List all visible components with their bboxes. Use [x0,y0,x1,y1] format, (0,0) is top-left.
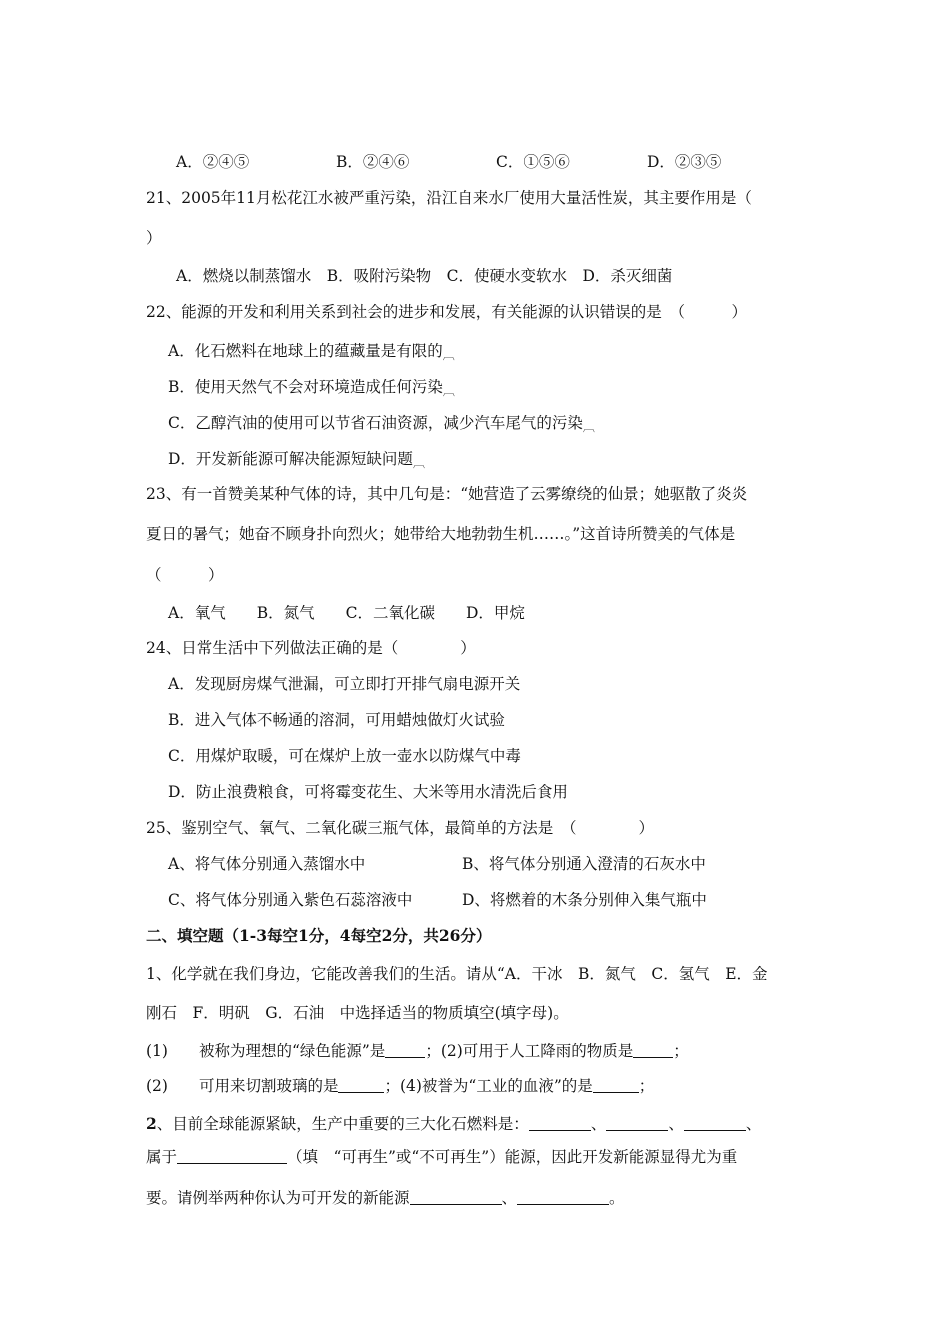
q24-option-d: D．防止浪费粮食，可将霉变花生、大米等用水清洗后食用 [168,783,568,801]
f1-line-2: 刚石 F．明矾 G．石油 中选择适当的物质填空(填字母)。 [146,1004,569,1022]
q23-line-1: 23、有一首赞美某种气体的诗，其中几句是：“她营造了云雾缭绕的仙景；她驱散了炎炎 [146,485,748,503]
q24-option-c: C．用煤炉取暖，可在煤炉上放一壶水以防煤气中毒 [168,747,521,765]
f1-q4-label: ；(4)被誉为“工业的血液”的是 [384,1077,593,1095]
q25-option-b: B、将气体分别通入澄清的石灰水中 [462,855,706,873]
f1-line-1: 1、化学就在我们身边，它能改善我们的生活。请从“A．干冰 B．氮气 C．氢气 E．金 [146,965,768,983]
f1-line-4 [146,1076,654,1096]
f1-q3-label: (2) 可用来切割玻璃的是 [146,1077,339,1095]
answer-blank[interactable] [606,1114,668,1131]
q25-stem: 25、鉴别空气、氧气、二氧化碳三瓶气体，最简单的方法是 （ ） [146,819,654,837]
q20-option-d: D．②③⑤ [647,153,722,171]
answer-blank[interactable] [410,1188,502,1205]
answer-blank[interactable] [684,1114,746,1131]
f1-line-3 [146,1041,689,1061]
section-2-title: 二、填空题（1-3每空1分，4每空2分，共26分） [146,926,492,945]
q25-option-c: C、将气体分别通入紫色石蕊溶液中 [168,891,413,909]
q24-option-a: A．发现厨房煤气泄漏，可立即打开排气扇电源开关 [168,675,521,693]
q22-option-a-text: A．化石燃料在地球上的蕴藏量是有限的 [168,342,443,360]
q22-stem: 22、能源的开发和利用关系到社会的进步和发展，有关能源的认识错误的是 （ ） [146,303,747,321]
q20-option-b: B．②④⑥ [336,153,410,171]
f2-line-1 [146,1114,761,1134]
q23-line-3: （ ） [146,566,224,584]
q20-option-a: A．②④⑤ [176,153,250,171]
f2-line-3-start: 要。请例举两种你认为可开发的新能源 [146,1189,410,1207]
f2-line-2-text: （填 “可再生”或“不可再生”）能源，因此开发新能源显得尤为重 [287,1148,738,1166]
separator: 、 [668,1115,684,1133]
separator: 、 [501,1189,518,1207]
answer-blank[interactable] [633,1041,673,1058]
paragraph-mark-icon: ︹ [582,420,595,434]
q21-stem: 21、2005年11月松花江水被严重污染，沿江自来水厂使用大量活性炭，其主要作用是（ [146,189,752,207]
q22-option-b-text: B．使用天然气不会对环境造成任何污染 [168,378,443,396]
answer-blank[interactable] [338,1076,384,1093]
f2-line-2-start: 属于 [146,1148,178,1166]
q23-line-2: 夏日的暑气；她奋不顾身扑向烈火；她带给大地勃勃生机……。”这首诗所赞美的气体是 [146,525,736,543]
f2-number: 2 [146,1114,157,1133]
separator: 、 [590,1115,607,1133]
q25-option-d: D、将燃着的木条分别伸入集气瓶中 [462,891,707,909]
paragraph-mark-icon: ︹ [412,456,425,470]
answer-blank[interactable] [593,1076,639,1093]
f2-line-1-text: 、目前全球能源紧缺，生产中重要的三大化石燃料是： [156,1115,529,1133]
q25-option-a: A、将气体分别通入蒸馏水中 [168,855,366,873]
f2-line-3 [146,1188,625,1208]
f2-line-3-end: 。 [609,1189,625,1207]
answer-blank[interactable] [517,1188,609,1205]
q22-option-c [168,413,595,437]
f1-q2-label: ；(2)可用于人工降雨的物质是 [425,1042,634,1060]
q21-stem-end: ） [146,229,162,247]
answer-blank[interactable] [385,1041,425,1058]
q23-options: A．氧气 B．氮气 C．二氧化碳 D．甲烷 [168,604,525,622]
answer-blank[interactable] [529,1114,591,1131]
q22-option-a [168,341,455,365]
q22-option-d [168,449,425,473]
q20-option-c: C．①⑤⑥ [496,153,570,171]
q22-option-d-text: D．开发新能源可解决能源短缺问题 [168,450,413,468]
q24-stem: 24、日常生活中下列做法正确的是（ ） [146,639,476,657]
f1-line-3-end: ； [673,1042,689,1060]
answer-blank[interactable] [177,1147,287,1164]
separator: 、 [745,1115,762,1133]
f1-line-4-end: ； [638,1077,655,1095]
paragraph-mark-icon: ︹ [442,384,455,398]
q24-option-b: B．进入气体不畅通的溶洞，可用蜡烛做灯火试验 [168,711,505,729]
f1-q1-label: (1) 被称为理想的“绿色能源”是 [146,1042,386,1060]
q22-option-c-text: C．乙醇汽油的使用可以节省石油资源，减少汽车尾气的污染 [168,414,583,432]
f2-line-2 [146,1147,737,1167]
paragraph-mark-icon: ︹ [442,348,455,362]
q22-option-b [168,377,455,401]
q21-options: A．燃烧以制蒸馏水 B．吸附污染物 C．使硬水变软水 D．杀灭细菌 [176,267,673,285]
